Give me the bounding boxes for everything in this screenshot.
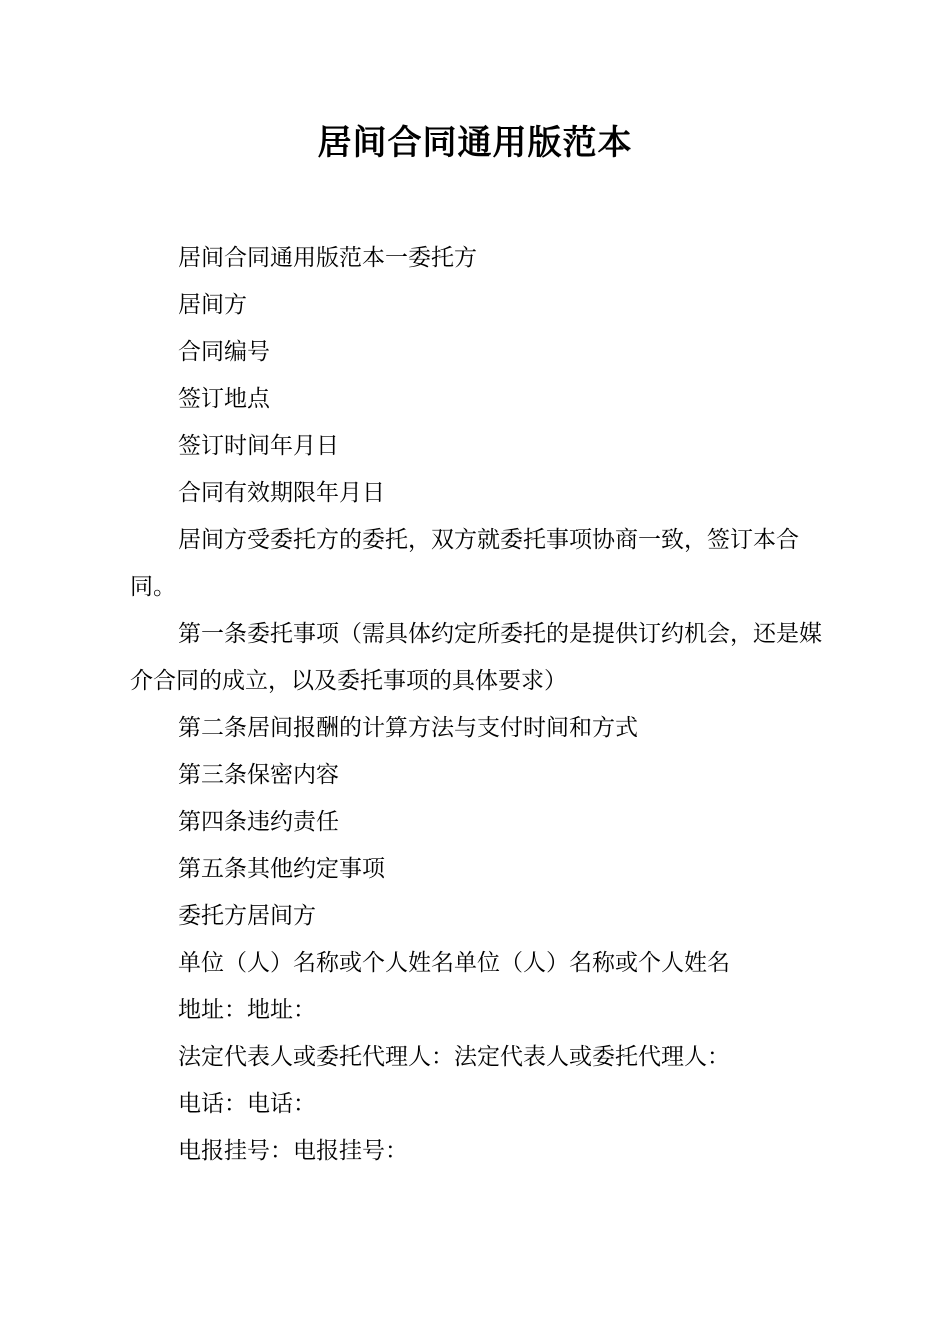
paragraph-article-3: 第三条保密内容 [178, 762, 339, 788]
paragraph-article-2: 第二条居间报酬的计算方法与支付时间和方式 [178, 715, 638, 741]
paragraph-party-names: 单位（人）名称或个人姓名单位（人）名称或个人姓名 [178, 950, 730, 976]
document-body [130, 235, 830, 1175]
paragraph-representatives: 法定代表人或委托代理人：法定代表人或委托代理人： [178, 1044, 730, 1070]
paragraph-article-1: 第一条委托事项（需具体约定所委托的是提供订约机会，还是媒介合同的成立，以及委托事项的具体要求） [130, 621, 822, 694]
paragraph-contract-number: 合同编号 [178, 339, 270, 365]
paragraph-telegraph: 电报挂号：电报挂号： [178, 1138, 408, 1164]
paragraph-parties: 委托方居间方 [178, 903, 316, 929]
paragraph-preamble: 居间方受委托方的委托，双方就委托事项协商一致，签订本合同。 [130, 527, 799, 600]
paragraph-phones: 电话：电话： [178, 1091, 316, 1117]
document-title: 居间合同通用版范本 [317, 123, 633, 163]
paragraph-intermediary: 居间方 [178, 292, 247, 318]
paragraph-signing-place: 签订地点 [178, 386, 270, 412]
paragraph-addresses: 地址：地址： [178, 997, 316, 1023]
paragraph-validity-period: 合同有效期限年月日 [178, 480, 385, 506]
paragraph-article-5: 第五条其他约定事项 [178, 856, 385, 882]
paragraph-article-4: 第四条违约责任 [178, 809, 339, 835]
paragraph-signing-date: 签订时间年月日 [178, 433, 339, 459]
paragraph-client: 居间合同通用版范本一委托方 [178, 245, 477, 271]
